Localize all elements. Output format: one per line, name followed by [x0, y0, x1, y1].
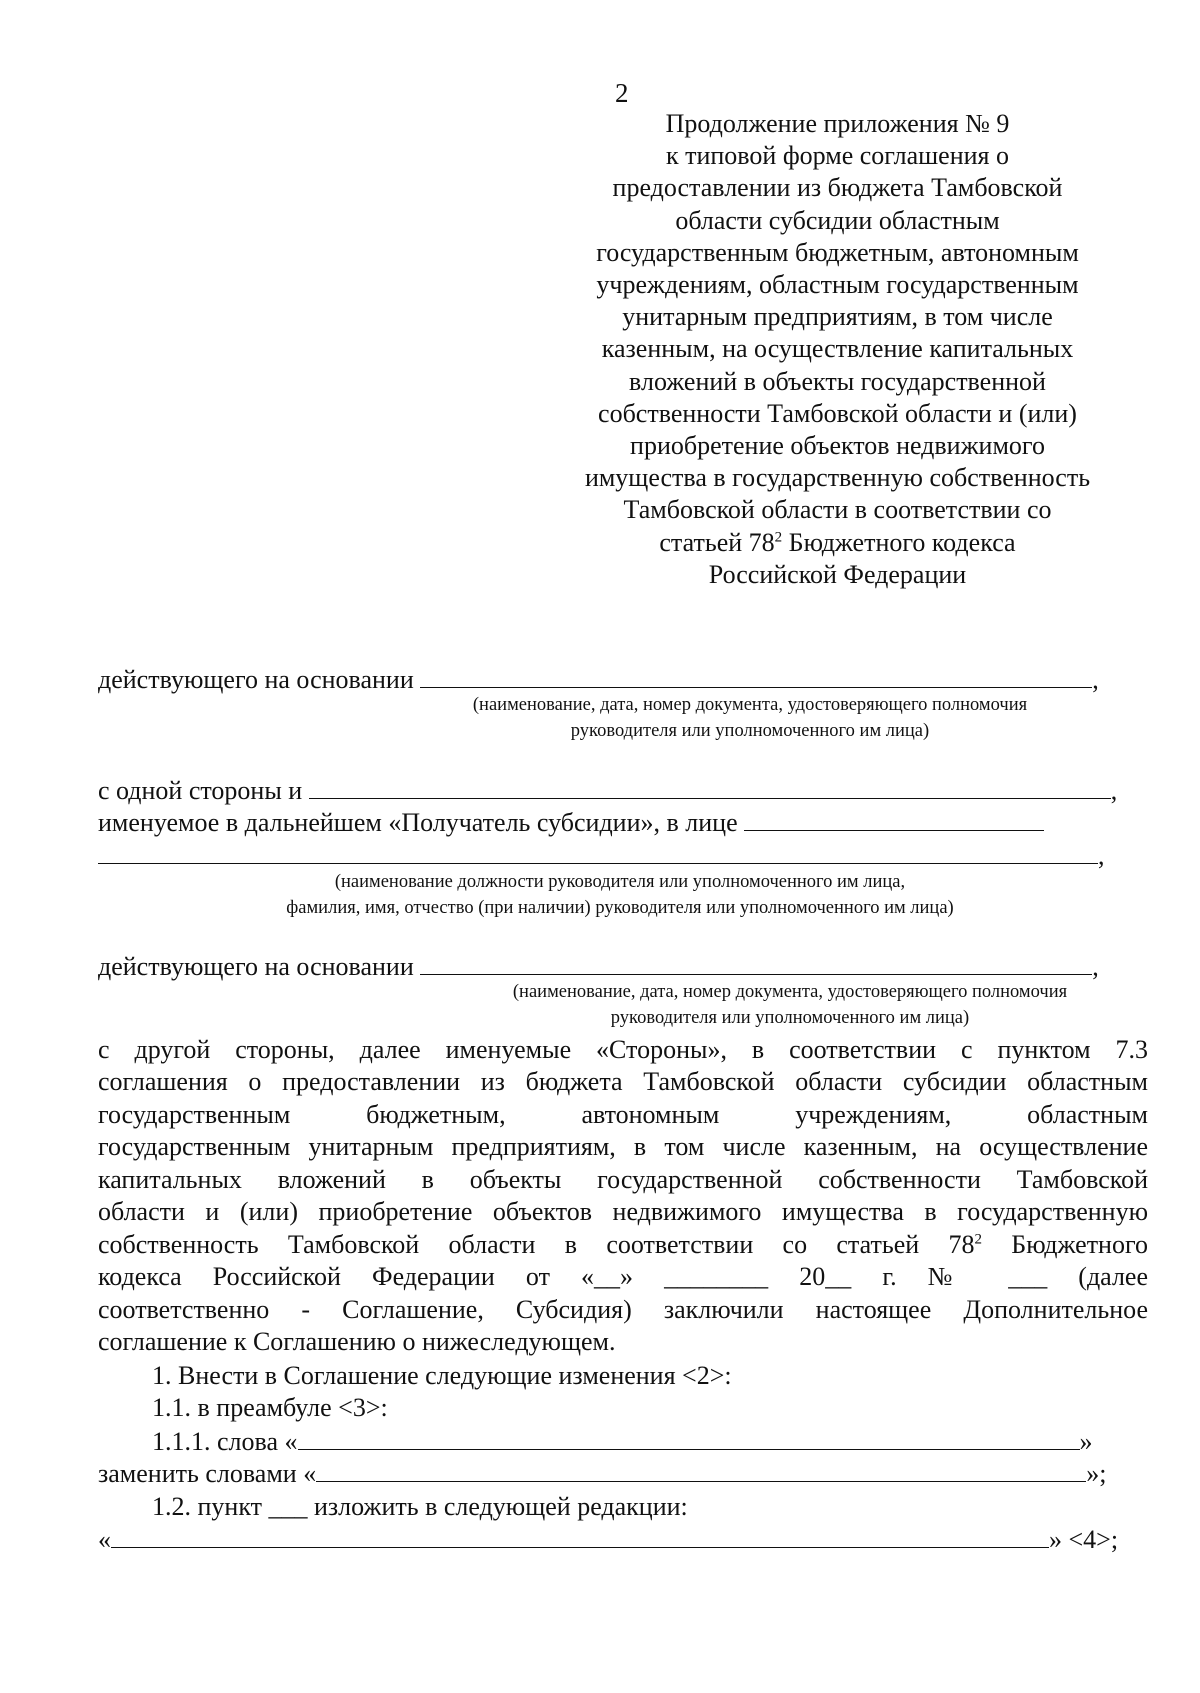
note-document-1: (наименование, дата, номер документа, удостоверяющего полномочия	[472, 695, 1028, 715]
header-line: Тамбовской области в соответствии со	[623, 495, 1052, 525]
header-line: вложений в объекты государственной	[629, 366, 1046, 396]
item-1: 1. Внести в Соглашение следующие изменения <2>:	[152, 1361, 732, 1390]
recipient-person-blank[interactable]	[744, 812, 1044, 831]
body-line-article: собственность Тамбовской области в соответствии со статьей $78^2$ Бюджетного	[98, 1230, 1148, 1259]
body-line: государственным бюджетным, автономным учреждениям, областным	[98, 1100, 1148, 1129]
header-line: Российской Федерации	[708, 559, 967, 589]
new-edition-line: « » <4>;	[98, 1525, 1119, 1554]
body-line: соответственно - Соглашение, Субсидия) заключили настоящее Дополнительное	[98, 1295, 1148, 1324]
header-line: государственным бюджетным, автономным	[596, 237, 1079, 267]
old-words-blank[interactable]	[298, 1431, 1080, 1450]
item-1-1: 1.1. в преамбуле <3>:	[152, 1393, 388, 1422]
body-line-date: кодекса Российской Федерации от «__» ________ 20__ г. № ___ (далее	[98, 1262, 1148, 1291]
recipient-position-blank[interactable]	[98, 845, 1098, 864]
note-position-2: фамилия, имя, отчество (при наличии) руководителя или уполномоченного им лица)	[286, 898, 954, 918]
header-line: имущества в государственную собственность	[584, 463, 1091, 493]
appendix-header	[555, 108, 1120, 591]
one-side-line: с одной стороны и ,	[98, 776, 1118, 805]
header-line: предоставлении из бюджета Тамбовской	[612, 173, 1063, 203]
page-number: 2	[615, 78, 629, 108]
body-line: с другой стороны, далее именуемые «Стороны», в соответствии с пунктом 7.3	[98, 1035, 1148, 1064]
body-line: капитальных вложений в объекты государственной собственности Тамбовской	[98, 1165, 1148, 1194]
new-words-blank[interactable]	[316, 1463, 1086, 1482]
replace-words-line: заменить словами « »;	[98, 1459, 1107, 1488]
replace-words-label: заменить словами «	[98, 1459, 317, 1488]
recipient-line	[98, 808, 1044, 838]
body-line: соглашение к Соглашению о нижеследующем.	[98, 1327, 616, 1356]
new-edition-blank[interactable]	[111, 1529, 1049, 1548]
header-line: учреждениям, областным государственным	[596, 270, 1079, 300]
acting-basis-label: действующего на основании	[98, 952, 414, 981]
item-1-1-1-label: 1.1.1. слова «	[152, 1427, 298, 1456]
item-1-1-1-line: 1.1.1. слова « »	[152, 1427, 1093, 1456]
header-line: собственности Тамбовской области и (или)	[598, 398, 1077, 428]
acting-basis-line-1: действующего на основании ,	[98, 665, 1099, 694]
body-line: соглашения о предоставлении из бюджета Тамбовской области субсидии областным	[98, 1067, 1148, 1096]
header-line: к типовой форме соглашения о	[665, 141, 1010, 171]
header-line: унитарным предприятиям, в том числе	[622, 302, 1053, 332]
item-1-2: 1.2. пункт ___ изложить в следующей редакции:	[152, 1492, 688, 1521]
header-line: области субсидии областным	[675, 205, 1000, 235]
first-party-blank[interactable]	[309, 780, 1111, 799]
header-line: казенным, на осуществление капитальных	[601, 334, 1074, 364]
body-line: области и (или) приобретение объектов недвижимого имущества в государственную	[98, 1197, 1148, 1226]
header-line: приобретение объектов недвижимого	[630, 431, 1045, 461]
note-document-2: руководителя или уполномоченного им лица)	[610, 1008, 970, 1028]
acting-basis-blank[interactable]	[420, 669, 1092, 688]
note-position-1: (наименование должности руководителя или уполномоченного им лица,	[334, 872, 906, 892]
note-document-2: руководителя или уполномоченного им лица)	[570, 721, 930, 741]
body-line: государственным унитарным предприятиям, в том числе казенным, на осуществление	[98, 1132, 1148, 1161]
header-article-line: статьей $78^2$ Бюджетного кодекса	[659, 527, 1016, 557]
acting-basis-blank[interactable]	[420, 956, 1092, 975]
recipient-label: именуемое в дальнейшем «Получатель субсидии», в лице	[98, 808, 738, 837]
acting-basis-line-2: действующего на основании ,	[98, 952, 1099, 981]
note-document-1: (наименование, дата, номер документа, удостоверяющего полномочия	[512, 982, 1068, 1002]
one-side-label: с одной стороны и	[98, 776, 303, 805]
header-line: Продолжение приложения № 9	[665, 109, 1010, 138]
acting-basis-label: действующего на основании	[98, 665, 414, 694]
recipient-continuation-line: ,	[98, 841, 1105, 871]
